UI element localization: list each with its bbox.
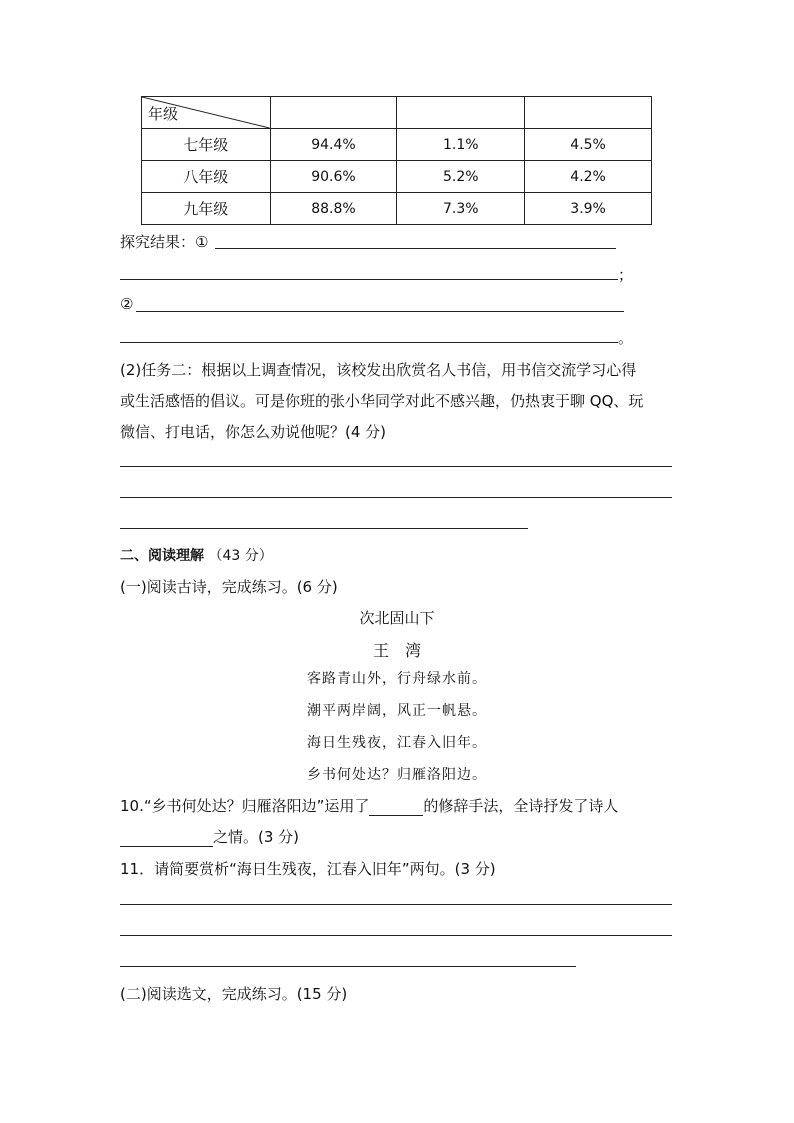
- value-cell: 5.2%: [397, 161, 525, 193]
- section2-title: 二、阅读理解: [120, 548, 204, 564]
- answer-blank-line[interactable]: [120, 966, 576, 967]
- question-10-text-a: 10.“乡书何处达？归雁洛阳边”运用了: [120, 797, 370, 815]
- value-cell: 1.1%: [397, 129, 525, 161]
- value-cell: 3.9%: [525, 193, 652, 225]
- value-cell: 88.8%: [270, 193, 397, 225]
- column-header-1: [270, 97, 397, 129]
- question-10-text-c: 之情。(3 分): [213, 828, 300, 846]
- poem-author: 王 湾: [372, 641, 421, 660]
- answer-blank-line[interactable]: [120, 279, 618, 280]
- poem-line: 乡书何处达？归雁洛阳边。: [307, 767, 487, 783]
- section2-heading: [120, 545, 273, 565]
- grade-header-label: 年级: [148, 105, 179, 123]
- column-header-2: [397, 97, 525, 129]
- emotion-blank[interactable]: [120, 828, 213, 847]
- poem-title: 次北固山下: [359, 609, 435, 627]
- question-11-text: 11．请简要赏析“海日生残夜，江春入旧年”两句。(3 分): [120, 860, 496, 878]
- answer-blank-line[interactable]: [120, 935, 672, 936]
- column-header-3: [525, 97, 652, 129]
- value-cell: 7.3%: [397, 193, 525, 225]
- question-10-text-b: 的修辞手法，全诗抒发了诗人: [423, 797, 619, 815]
- survey-table: [141, 96, 652, 225]
- value-cell: 90.6%: [270, 161, 397, 193]
- question-10-line1: [120, 795, 618, 816]
- value-cell: 4.2%: [525, 161, 652, 193]
- table-row: [142, 193, 652, 225]
- part2-intro: (二)阅读选文，完成练习。(15 分): [120, 985, 348, 1003]
- poem-line: 海日生残夜，江春入旧年。: [307, 735, 487, 751]
- value-cell: 4.5%: [525, 129, 652, 161]
- answer-blank-line[interactable]: [215, 248, 616, 249]
- task2-text-line2: 或生活感悟的倡议。可是你班的张小华同学对此不感兴趣，仍热衷于聊 QQ、玩: [120, 392, 644, 410]
- table-header-row: [142, 97, 652, 129]
- rhetoric-blank[interactable]: [369, 797, 423, 816]
- results-label: 探究结果：①: [120, 233, 209, 251]
- grade-cell: 八年级: [142, 161, 271, 193]
- period-mark: 。: [618, 329, 634, 347]
- answer-blank-line[interactable]: [120, 528, 528, 529]
- question-10-line2: [120, 826, 299, 847]
- grade-cell: 九年级: [142, 193, 271, 225]
- task2-text-line1: (2)任务二：根据以上调查情况，该校发出欣赏名人书信，用书信交流学习心得: [120, 361, 637, 379]
- semicolon-mark: ；: [618, 266, 634, 284]
- answer-blank-line[interactable]: [120, 342, 618, 343]
- table-row: [142, 129, 652, 161]
- answer-blank-line[interactable]: [136, 311, 624, 312]
- result-2-mark: ②: [120, 295, 134, 313]
- answer-blank-line[interactable]: [120, 497, 672, 498]
- answer-blank-line[interactable]: [120, 904, 672, 905]
- diagonal-header-cell: [142, 97, 271, 129]
- task2-text-line3: 微信、打电话，你怎么劝说他呢？(4 分): [120, 423, 387, 441]
- section2-score: （43 分）: [208, 548, 273, 564]
- poem-line: 潮平两岸阔，风正一帆悬。: [307, 703, 487, 719]
- table-row: [142, 161, 652, 193]
- grade-cell: 七年级: [142, 129, 271, 161]
- answer-blank-line[interactable]: [120, 466, 672, 467]
- poem-line: 客路青山外，行舟绿水前。: [307, 671, 487, 687]
- value-cell: 94.4%: [270, 129, 397, 161]
- part1-intro: (一)阅读古诗，完成练习。(6 分): [120, 578, 338, 596]
